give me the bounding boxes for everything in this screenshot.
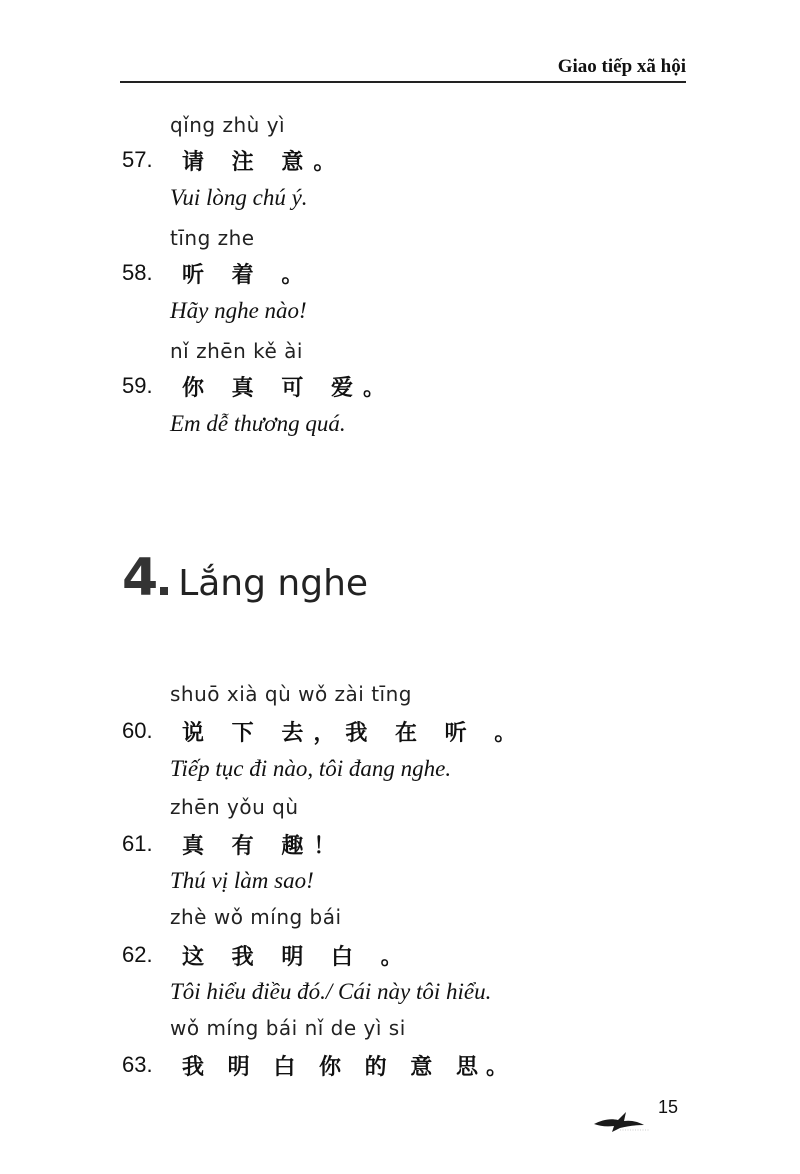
section-heading <box>122 548 368 608</box>
chinese-sentence: 请 注 意。 <box>182 150 346 175</box>
chinese-sentence: 你 真 可 爱。 <box>182 376 395 401</box>
chinese-sentence: 听 着 。 <box>182 263 314 288</box>
section-dot-icon <box>160 587 168 595</box>
vietnamese-translation: Hãy nghe nào! <box>170 298 307 323</box>
entry-number: 63. <box>122 1052 153 1077</box>
chinese-sentence: 真 有 趣！ <box>182 834 346 859</box>
running-header-title: Giao tiếp xã hội <box>557 56 686 77</box>
entry-number: 61. <box>122 831 153 856</box>
pinyin-line: zhè wǒ míng bái <box>170 905 342 929</box>
vietnamese-translation: Tôi hiểu điều đó./ Cái này tôi hiểu. <box>170 979 492 1004</box>
vietnamese-translation: Em dễ thương quá. <box>170 411 346 436</box>
pinyin-line: qǐng zhù yì <box>170 113 286 137</box>
header-divider <box>120 81 686 83</box>
chinese-sentence: 这 我 明 白 。 <box>182 945 413 970</box>
chinese-sentence: 说 下 去，我 在 听 。 <box>182 721 527 746</box>
entry-number: 58. <box>122 260 153 285</box>
pinyin-line: tīng zhe <box>170 226 255 250</box>
page-number: 15 <box>658 1097 679 1117</box>
pinyin-line: nǐ zhēn kě ài <box>170 339 303 363</box>
entry-number: 60. <box>122 718 153 743</box>
bird-ornament-icon <box>592 1106 652 1136</box>
entry-number: 57. <box>122 147 153 172</box>
pinyin-line: zhēn yǒu qù <box>170 795 299 819</box>
entry-number: 59. <box>122 373 153 398</box>
entry-number: 62. <box>122 942 153 967</box>
vietnamese-translation: Tiếp tục đi nào, tôi đang nghe. <box>170 756 452 781</box>
vietnamese-translation: Thú vị làm sao! <box>170 868 314 893</box>
chinese-sentence: 我 明 白 你 的 意 思。 <box>182 1055 516 1080</box>
section-number: 4 <box>122 548 157 608</box>
vietnamese-translation: Vui lòng chú ý. <box>170 185 308 210</box>
pinyin-line: wǒ míng bái nǐ de yì si <box>170 1016 406 1040</box>
pinyin-line: shuō xià qù wǒ zài tīng <box>170 682 412 706</box>
section-title: Lắng nghe <box>178 563 369 604</box>
